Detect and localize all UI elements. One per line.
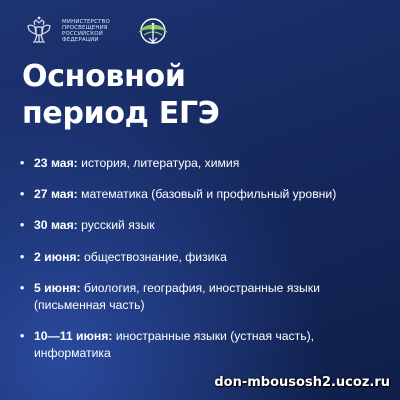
- exam-subjects: биология, география, иностранные языки (письменная часть): [34, 281, 320, 312]
- exam-date: 2 июня:: [34, 250, 81, 264]
- exam-subjects: иностранные языки (устная часть), информатика: [34, 329, 315, 360]
- exam-date: 30 мая:: [34, 218, 78, 232]
- exam-subjects: обществознание, физика: [80, 250, 227, 264]
- exam-date: 23 мая:: [34, 156, 78, 170]
- title-line: период ЕГЭ: [22, 96, 220, 131]
- list-item: [20, 280, 390, 314]
- rosobrnadzor-emblem-icon: [134, 16, 172, 46]
- ministry-emblem-icon: [22, 14, 56, 48]
- exam-date: 5 июня:: [34, 281, 81, 295]
- exam-subjects: история, литература, химия: [77, 156, 240, 170]
- list-item: [20, 217, 390, 234]
- title-line: Основной: [22, 59, 186, 94]
- bullet-icon: •: [20, 156, 25, 170]
- ministry-name: [62, 19, 124, 44]
- page-title: [22, 58, 219, 132]
- exam-date: 27 мая:: [34, 187, 78, 201]
- bullet-icon: •: [20, 187, 25, 201]
- list-item: [20, 186, 390, 203]
- ministry-name-line: РОССИЙСКОЙ: [62, 31, 103, 37]
- exam-subjects: математика (базовый и профильный уровни): [77, 187, 337, 201]
- bullet-icon: •: [20, 281, 25, 295]
- bullet-icon: •: [20, 218, 25, 232]
- list-item: [20, 249, 390, 266]
- list-item: [20, 155, 390, 172]
- ministry-name-line: ПРОСВЕЩЕНИЯ: [62, 24, 108, 31]
- list-item: [20, 328, 390, 362]
- header-logos: [22, 12, 172, 50]
- site-watermark: don-mbousosh2.ucoz.ru: [214, 375, 390, 390]
- exam-date: 10—11 июня:: [34, 329, 113, 343]
- ministry-name-line: МИНИСТЕРСТВО: [62, 18, 110, 25]
- bullet-icon: •: [20, 329, 25, 343]
- bullet-icon: •: [20, 250, 25, 264]
- ministry-name-line: ФЕДЕРАЦИИ: [62, 37, 99, 44]
- exam-schedule-list: [20, 155, 390, 362]
- exam-subjects: русский язык: [77, 218, 155, 232]
